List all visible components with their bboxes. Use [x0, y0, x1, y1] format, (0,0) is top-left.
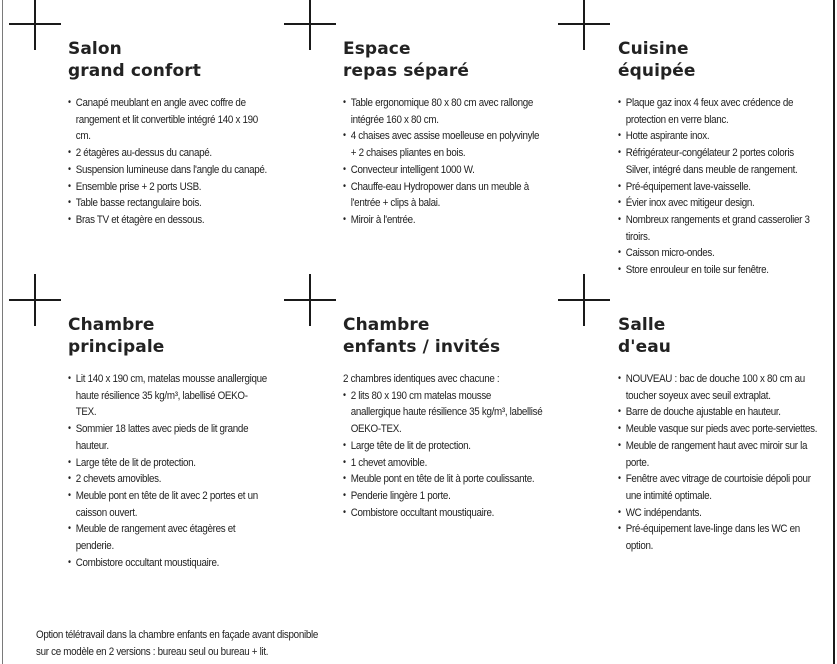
list-item: • Large tête de lit de protection. [68, 455, 268, 472]
page-left-border [2, 0, 3, 664]
list-item: • Ensemble prise + 2 ports USB. [68, 179, 268, 196]
list-item: • Meuble pont en tête de lit avec 2 portes et un caisson ouvert. [68, 488, 268, 521]
section-salle-d-eau [618, 314, 837, 555]
list-item: • Canapé meublant en angle avec coffre de rangement et lit convertible intégré 140 x 190 cm. [68, 95, 268, 145]
crosshair-icon [9, 274, 61, 326]
list-item: • Pré-équipement lave-linge dans les WC en option. [618, 521, 818, 554]
list-item: • Meuble pont en tête de lit à porte coulissante. [343, 471, 543, 488]
crosshair-icon [9, 0, 61, 50]
list-item: • Combistore occultant moustiquaire. [68, 555, 268, 572]
section-title: Cuisine équipée [618, 39, 696, 81]
list-item: • Meuble vasque sur pieds avec porte-serviettes. [618, 421, 818, 438]
list-item: • Hotte aspirante inox. [618, 128, 818, 145]
list-item: • 2 chevets amovibles. [68, 471, 268, 488]
footer-line: Option télétravail dans la chambre enfants en façade avant disponible [36, 629, 319, 641]
list-item: • Miroir à l'entrée. [343, 212, 543, 229]
list-item: • Bras TV et étagère en dessous. [68, 212, 268, 229]
footer-note [36, 627, 436, 660]
list-item: • Suspension lumineuse dans l'angle du canapé. [68, 162, 268, 179]
list-item: • Convecteur intelligent 1000 W. [343, 162, 543, 179]
list-item: • Meuble de rangement avec étagères et penderie. [68, 521, 268, 554]
list-item: • Meuble de rangement haut avec miroir sur la porte. [618, 438, 818, 471]
section-title: Chambre principale [68, 315, 165, 357]
list-item: • Combistore occultant moustiquaire. [343, 505, 543, 522]
list-item: • 2 lits 80 x 190 cm matelas mousse anallergique haute résilience 35 kg/m³, labellisé OEKO-TEX. [343, 388, 543, 438]
list-item: • Évier inox avec mitigeur design. [618, 195, 818, 212]
section-salon [68, 38, 298, 229]
list-item: • 2 étagères au-dessus du canapé. [68, 145, 268, 162]
section-title: Espace repas séparé [343, 39, 469, 81]
list-item: • Plaque gaz inox 4 feux avec crédence de protection en verre blanc. [618, 95, 818, 128]
feature-list [68, 95, 268, 229]
section-espace-repas [343, 38, 573, 229]
list-item: • Barre de douche ajustable en hauteur. [618, 404, 818, 421]
list-item: • Caisson micro-ondes. [618, 245, 818, 262]
list-item: • Store enrouleur en toile sur fenêtre. [618, 262, 818, 279]
section-title: Chambre enfants / invités [343, 315, 501, 357]
feature-list [68, 371, 268, 571]
section-title: Salle d'eau [618, 315, 671, 357]
footer-line: sur ce modèle en 2 versions : bureau seul ou bureau + lit. [36, 645, 269, 658]
section-intro: 2 chambres identiques avec chacune : [343, 373, 500, 385]
list-item: • Table basse rectangulaire bois. [68, 195, 268, 212]
list-item: • Lit 140 x 190 cm, matelas mousse anallergique haute résilience 35 kg/m³, labellisé OEKO-TEX. [68, 371, 268, 421]
section-title: Salon grand confort [68, 39, 201, 81]
feature-list [343, 95, 543, 229]
feature-list [618, 371, 818, 555]
list-item: • Nombreux rangements et grand casserolier 3 tiroirs. [618, 212, 818, 245]
section-chambre-principale [68, 314, 298, 571]
feature-list [343, 388, 543, 522]
section-cuisine [618, 38, 837, 279]
section-chambre-enfants [343, 314, 573, 521]
list-item: • Chauffe-eau Hydropower dans un meuble à l'entrée + clips à balai. [343, 179, 543, 212]
list-item: • Pré-équipement lave-vaisselle. [618, 179, 818, 196]
list-item: • WC indépendants. [618, 505, 818, 522]
list-item: • Réfrigérateur-congélateur 2 portes coloris Silver, intégré dans meuble de rangement. [618, 145, 818, 178]
list-item: • Large tête de lit de protection. [343, 438, 543, 455]
list-item: • Table ergonomique 80 x 80 cm avec rallonge intégrée 160 x 80 cm. [343, 95, 543, 128]
list-item: • NOUVEAU : bac de douche 100 x 80 cm au toucher soyeux avec seuil extraplat. [618, 371, 818, 404]
list-item: • 1 chevet amovible. [343, 455, 543, 472]
list-item: • 4 chaises avec assise moelleuse en polyvinyle + 2 chaises pliantes en bois. [343, 128, 543, 161]
feature-list [618, 95, 818, 279]
list-item: • Sommier 18 lattes avec pieds de lit grande hauteur. [68, 421, 268, 454]
list-item: • Fenêtre avec vitrage de courtoisie dépoli pour une intimité optimale. [618, 471, 818, 504]
list-item: • Penderie lingère 1 porte. [343, 488, 543, 505]
